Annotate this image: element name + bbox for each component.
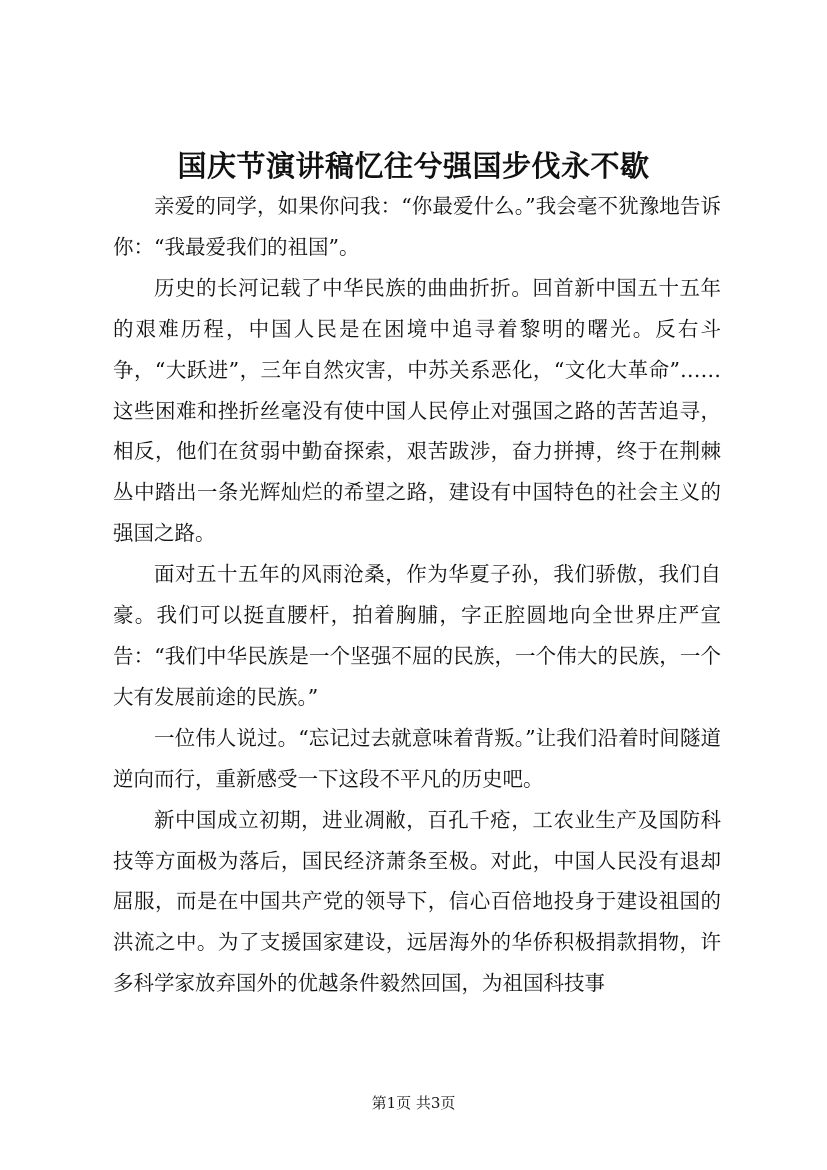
paragraph-3: 面对五十五年的风雨沧桑，作为华夏子孙，我们骄傲，我们自豪。我们可以挺直腰杆，拍着胸脯，字正腔圆地向全世界庄严宣告：“我们中华民族是一个坚强不屈的民族，一个伟大的民族，一个大有发展前途的民族。” bbox=[113, 562, 721, 709]
document-body bbox=[113, 186, 721, 1004]
paragraph-4: 一位伟人说过。“忘记过去就意味着背叛。”让我们沿着时间隧道逆向而行，重新感受一下这段不平凡的历史吧。 bbox=[113, 725, 721, 791]
document-title: 国庆节演讲稿忆往兮强国步伐永不歇 bbox=[177, 149, 650, 183]
paragraph-5: 新中国成立初期，进业凋敝，百孔千疮，工农业生产及国防科技等方面极为落后，国民经济萧条至极。对此，中国人民没有退却屈服，而是在中国共产党的领导下，信心百倍地投身于建设祖国的洪流之中。为了支援国家建设，远居海外的华侨积极捐款捐物，许多科学家放弃国外的优越条件毅然回国，为祖国科技事 bbox=[113, 807, 721, 996]
paragraph-2: 历史的长河记载了中华民族的曲曲折折。回首新中国五十五年的艰难历程，中国人民是在困境中追寻着黎明的曙光。反右斗争，“大跃进”，三年自然灾害，中苏关系恶化，“文化大革命”……这些困难和挫折丝毫没有使中国人民停止对强国之路的苦苦追寻，相反，他们在贫弱中勤奋探索，艰苦跋涉，奋力拼搏，终于在荆棘丛中踏出一条光辉灿烂的希望之路，建设有中国特色的社会主义的强国之路。 bbox=[113, 275, 721, 546]
paragraph-1: 亲爱的同学，如果你问我：“你最爱什么。”我会毫不犹豫地告诉你：“我最爱我们的祖国”。 bbox=[113, 194, 721, 259]
page-footer: 第1页 共3页 bbox=[371, 1094, 456, 1112]
